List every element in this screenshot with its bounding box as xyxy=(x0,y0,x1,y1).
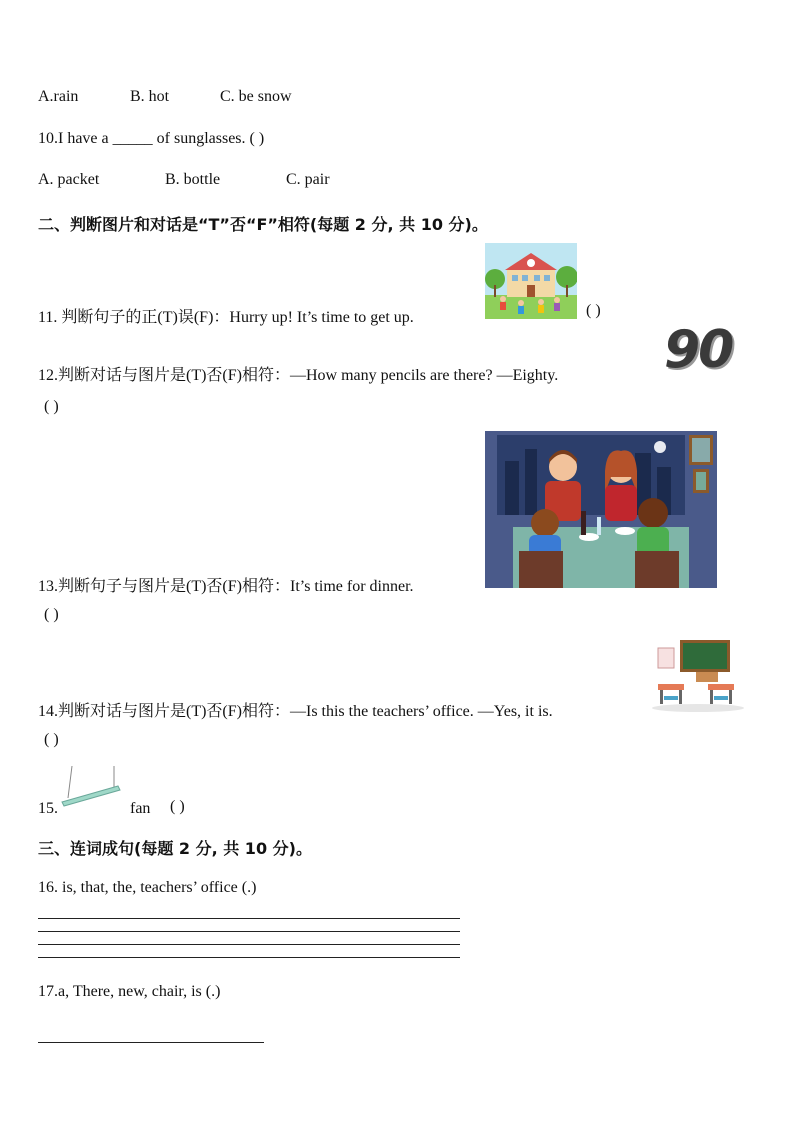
q13-dinner-image xyxy=(485,431,717,588)
q10-option-b: B. bottle xyxy=(165,171,221,188)
q16-answer-line-2[interactable] xyxy=(38,931,460,932)
q12-answer-blank[interactable]: ( ) xyxy=(44,398,59,415)
q12-number-image: 90 xyxy=(664,320,733,380)
q11-school-image xyxy=(485,243,577,319)
q16-question: 16. is, that, the, teachers’ office (.) xyxy=(38,879,257,896)
q15-number: 15. xyxy=(38,800,58,817)
q14-question: 14.判断对话与图片是(T)否(F)相符：—Is this the teachers’ office. —Yes, it is. xyxy=(38,703,553,720)
q10-question: 10.I have a _____ of sunglasses. ( ) xyxy=(38,130,265,147)
q10-option-a: A. packet xyxy=(38,171,100,188)
q17-question: 17.a, There, new, chair, is (.) xyxy=(38,983,221,1000)
q17-answer-line[interactable] xyxy=(38,1042,264,1043)
q10-option-c: C. pair xyxy=(286,171,330,188)
q13-question: 13.判断句子与图片是(T)否(F)相符：It’s time for dinner. xyxy=(38,578,414,595)
q9-option-b: B. hot xyxy=(130,88,170,105)
q13-answer-blank[interactable]: ( ) xyxy=(44,606,59,623)
q15-answer-blank[interactable]: ( ) xyxy=(170,798,185,815)
q16-answer-line-1[interactable] xyxy=(38,918,460,919)
q15-tube-light-image xyxy=(60,764,122,812)
q16-answer-line-4[interactable] xyxy=(38,957,460,958)
q12-question: 12.判断对话与图片是(T)否(F)相符：—How many pencils are there? —Eighty. xyxy=(38,367,559,384)
q14-classroom-image xyxy=(650,638,746,712)
q16-answer-line-3[interactable] xyxy=(38,944,460,945)
q9-option-a: A.rain xyxy=(38,88,79,105)
section2-heading: 二、判断图片和对话是“T”否“F”相符(每题 2 分, 共 10 分)。 xyxy=(38,215,488,234)
q9-option-c: C. be snow xyxy=(220,88,292,105)
q14-answer-blank[interactable]: ( ) xyxy=(44,731,59,748)
q11-question: 11. 判断句子的正(T)误(F)：Hurry up! It’s time to get up. xyxy=(38,309,414,326)
q11-answer-blank[interactable]: ( ) xyxy=(586,302,601,319)
q15-word: fan xyxy=(130,800,151,817)
section3-heading: 三、连词成句(每题 2 分, 共 10 分)。 xyxy=(38,839,312,858)
